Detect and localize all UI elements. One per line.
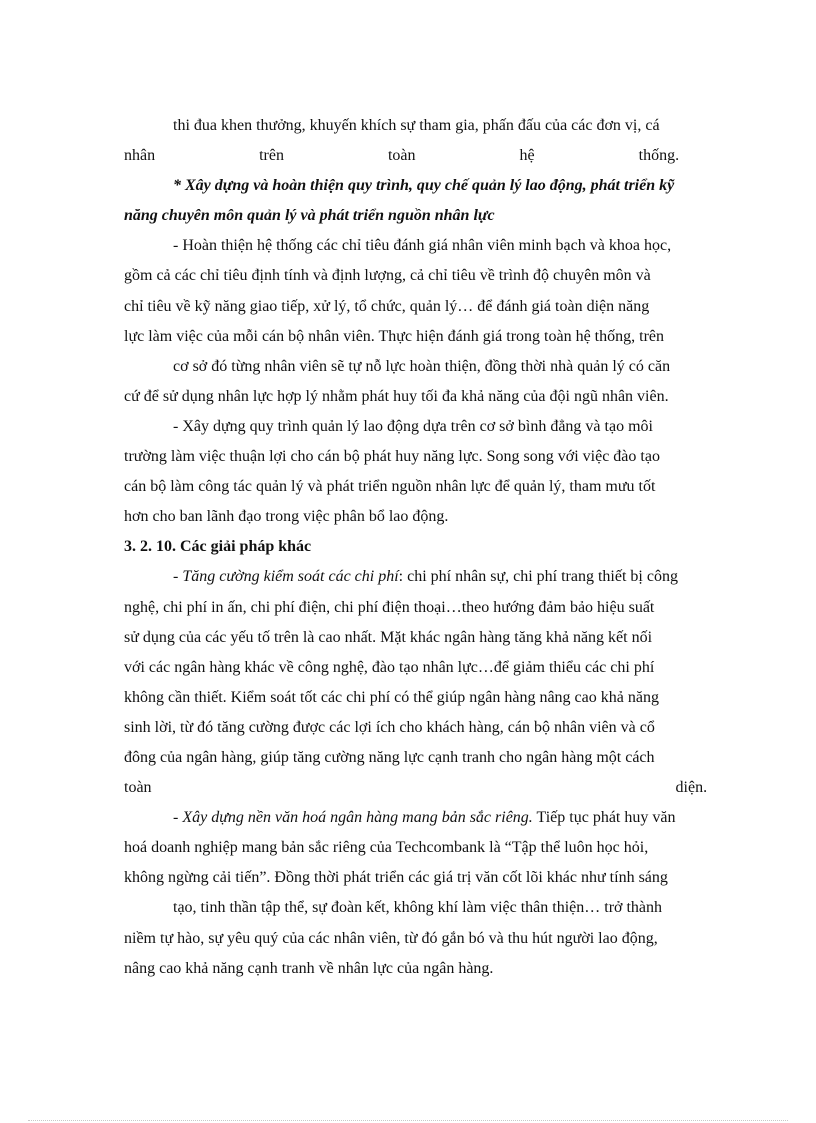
paragraph-line	[124, 352, 736, 382]
text-line: trường làm việc thuận lợi cho cán bộ phát huy năng lực. Song song với việc đào tạo	[124, 448, 660, 466]
text-line: lực làm việc của mỗi cán bộ nhân viên. Thực hiện đánh giá trong toàn hệ thống, trên	[124, 327, 664, 345]
paragraph-line	[124, 562, 736, 592]
paragraph-line	[124, 292, 736, 322]
paragraph-line	[124, 833, 736, 863]
paragraph-line	[124, 502, 736, 532]
paragraph-line	[124, 111, 736, 141]
dash: -	[173, 809, 183, 827]
section-title-text: 3. 2. 10. Các giải pháp khác	[124, 538, 312, 556]
text-line: nhân trên toàn hệ thống.	[124, 147, 680, 165]
text-line: đông của ngân hàng, giúp tăng cường năng lực cạnh tranh cho ngân hàng một cách	[124, 748, 655, 766]
paragraph-line	[124, 322, 736, 352]
text-line: cán bộ làm công tác quản lý và phát triển nguồn nhân lực để quản lý, tham mưu tốt	[124, 478, 656, 496]
paragraph-line	[124, 593, 736, 623]
heading-line: năng chuyên môn quản lý và phát triển nguồn nhân lực	[124, 207, 495, 225]
paragraph-line	[124, 472, 736, 502]
text-line: toàn diện.	[124, 779, 708, 797]
text-line: sử dụng của các yếu tố trên là cao nhất. Mặt khác ngân hàng tăng khả năng kết nối	[124, 628, 653, 646]
text-line: nghệ, chi phí in ấn, chi phí điện, chi phí điện thoại…theo hướng đảm bảo hiệu suất	[124, 598, 655, 616]
paragraph-line	[124, 382, 736, 412]
section-heading	[124, 201, 736, 231]
paragraph-line	[124, 773, 736, 803]
paragraph-line	[124, 893, 736, 923]
text-line: cơ sở đó từng nhân viên sẽ tự nỗ lực hoàn thiện, đồng thời nhà quản lý có căn	[173, 357, 671, 375]
text-line: - Hoàn thiện hệ thống các chỉ tiêu đánh giá nhân viên minh bạch và khoa học,	[173, 237, 672, 255]
text-line: : chi phí nhân sự, chi phí trang thiết bị công	[398, 568, 678, 586]
paragraph-line	[124, 924, 736, 954]
text-line: niềm tự hào, sự yêu quý của các nhân viên, từ đó gắn bó và thu hút người lao động,	[124, 929, 658, 947]
paragraph-line	[124, 863, 736, 893]
section-title	[124, 532, 736, 562]
heading-line: * Xây dựng và hoàn thiện quy trình, quy chế quản lý lao động, phát triển kỹ	[173, 177, 675, 195]
page-bottom-divider	[28, 1120, 788, 1121]
paragraph-line	[124, 412, 736, 442]
text-line: tạo, tinh thần tập thể, sự đoàn kết, không khí làm việc thân thiện… trở thành	[173, 899, 663, 917]
italic-lead: Xây dựng nền văn hoá ngân hàng mang bản sắc riêng.	[182, 809, 533, 827]
section-heading	[124, 171, 736, 201]
paragraph-line	[124, 231, 736, 261]
paragraph-line	[124, 623, 736, 653]
text-line: hơn cho ban lãnh đạo trong việc phân bổ lao động.	[124, 508, 449, 526]
text-line: Tiếp tục phát huy văn	[532, 809, 676, 827]
paragraph-line	[124, 261, 736, 291]
text-line: hoá doanh nghiệp mang bản sắc riêng của Techcombank là “Tập thể luôn học hỏi,	[124, 839, 649, 857]
paragraph-line	[124, 803, 736, 833]
text-line: thi đua khen thưởng, khuyến khích sự tham gia, phấn đấu của các đơn vị, cá	[173, 117, 660, 134]
paragraph-line	[124, 743, 736, 773]
paragraph-line-justified	[124, 141, 736, 171]
paragraph-line	[124, 653, 736, 683]
document-body	[124, 111, 736, 984]
text-line: gồm cả các chỉ tiêu định tính và định lượng, cả chỉ tiêu về trình độ chuyên môn và	[124, 267, 651, 285]
dash: -	[173, 568, 183, 586]
text-line: - Xây dựng quy trình quản lý lao động dựa trên cơ sở bình đẳng và tạo môi	[173, 417, 653, 435]
italic-lead: Tăng cường kiểm soát các chi phí	[182, 568, 399, 586]
text-line: với các ngân hàng khác về công nghệ, đào tạo nhân lực…để giảm thiểu các chi phí	[124, 658, 655, 676]
text-line: không ngừng cải tiến”. Đồng thời phát triển các giá trị văn cốt lõi khác như tính sáng	[124, 869, 668, 887]
text-line: sinh lời, từ đó tăng cường được các lợi ích cho khách hàng, cán bộ nhân viên và cổ	[124, 718, 655, 736]
text-line: cứ để sử dụng nhân lực hợp lý nhằm phát huy tối đa khả năng của đội ngũ nhân viên.	[124, 387, 669, 405]
text-line: không cần thiết. Kiểm soát tốt các chi phí có thể giúp ngân hàng nâng cao khả năng	[124, 688, 659, 706]
paragraph-line	[124, 954, 736, 984]
text-line: chỉ tiêu về kỹ năng giao tiếp, xử lý, tổ chức, quản lý… để đánh giá toàn diện năng	[124, 297, 650, 315]
text-line: nâng cao khả năng cạnh tranh về nhân lực của ngân hàng.	[124, 959, 494, 977]
paragraph-line	[124, 713, 736, 743]
paragraph-line	[124, 442, 736, 472]
paragraph-line	[124, 683, 736, 713]
